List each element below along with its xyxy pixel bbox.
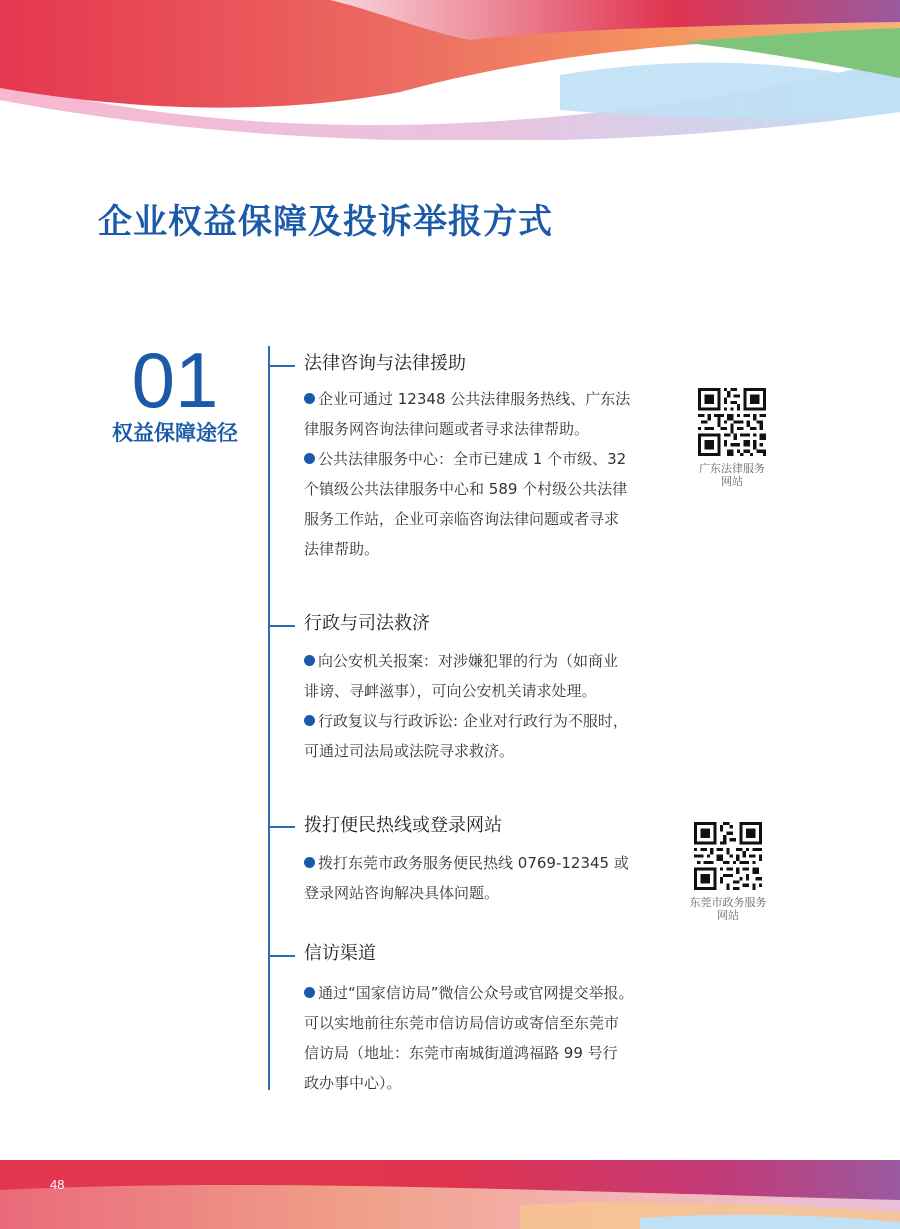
paragraph [304, 384, 664, 444]
text-line: 通过“国家信访局”微信公众号或官网提交举报。 [304, 978, 664, 1008]
text-line: 公共法律服务中心：全市已建成 1 个市级、32 [304, 444, 664, 474]
text-line: 行政复议与行政诉讼: 企业对行政行为不服时， [304, 706, 664, 736]
paragraph [304, 978, 664, 1098]
qr-code-dongguan-government-services [694, 822, 762, 890]
text-line: 可以实地前往东莞市信访局信访或寄信至东莞市 [304, 1014, 620, 1032]
item-title-administrative-judicial-relief: 行政与司法救济 [304, 613, 430, 634]
paragraph [304, 706, 664, 766]
text-line: 服务工作站，企业可亲临咨询法律问题或者寻求 [304, 510, 620, 528]
text-line: 拨打东莞市政务服务便民热线 0769-12345 或 [304, 848, 664, 878]
text-line: 可通过司法局或法院寻求救济。 [304, 742, 515, 760]
paragraph [304, 444, 664, 564]
timeline-tick [269, 826, 295, 828]
text-line: 登录网站咨询解决具体问题。 [304, 884, 500, 902]
paragraph [304, 646, 664, 706]
text-line: 诽谤、寻衅滋事），可向公安机关请求处理。 [304, 682, 597, 700]
bullet-icon [304, 655, 315, 666]
item-title-hotline-website: 拨打便民热线或登录网站 [304, 815, 502, 836]
text-line: 政办事中心）。 [304, 1074, 402, 1092]
section-number: 01 [131, 336, 219, 424]
timeline-line [268, 346, 270, 1090]
bullet-icon [304, 857, 315, 868]
text-line: 个镇级公共法律服务中心和 589 个村级公共法律 [304, 480, 628, 498]
text-line: 企业可通过 12348 公共法律服务热线、广东法 [304, 384, 664, 414]
bullet-icon [304, 987, 315, 998]
bullet-icon [304, 715, 315, 726]
bullet-icon [304, 453, 315, 464]
text-line: 向公安机关报案：对涉嫌犯罪的行为（如商业 [304, 646, 664, 676]
paragraph [304, 848, 664, 908]
page-title: 企业权益保障及投诉举报方式 [98, 202, 553, 242]
top-decorative-banner [0, 0, 900, 140]
timeline-tick [269, 365, 295, 367]
section-label: 权益保障途径 [112, 421, 238, 445]
qr-caption: 东莞市政务服务 网站 [689, 896, 767, 922]
text-line: 律服务网咨询法律问题或者寻求法律帮助。 [304, 420, 590, 438]
item-title-legal-consultation: 法律咨询与法律援助 [304, 353, 466, 374]
bottom-decorative-banner [0, 1160, 900, 1229]
timeline-tick [269, 955, 295, 957]
page-number: 48 [50, 1177, 65, 1192]
bullet-icon [304, 393, 315, 404]
item-title-petition-channel: 信访渠道 [304, 943, 376, 964]
timeline-tick [269, 625, 295, 627]
qr-code-legal-services [698, 388, 766, 456]
text-line: 信访局（地址：东莞市南城街道鸿福路 99 号行 [304, 1044, 618, 1062]
qr-caption: 广东法律服务 网站 [699, 462, 765, 488]
text-line: 法律帮助。 [304, 540, 380, 558]
